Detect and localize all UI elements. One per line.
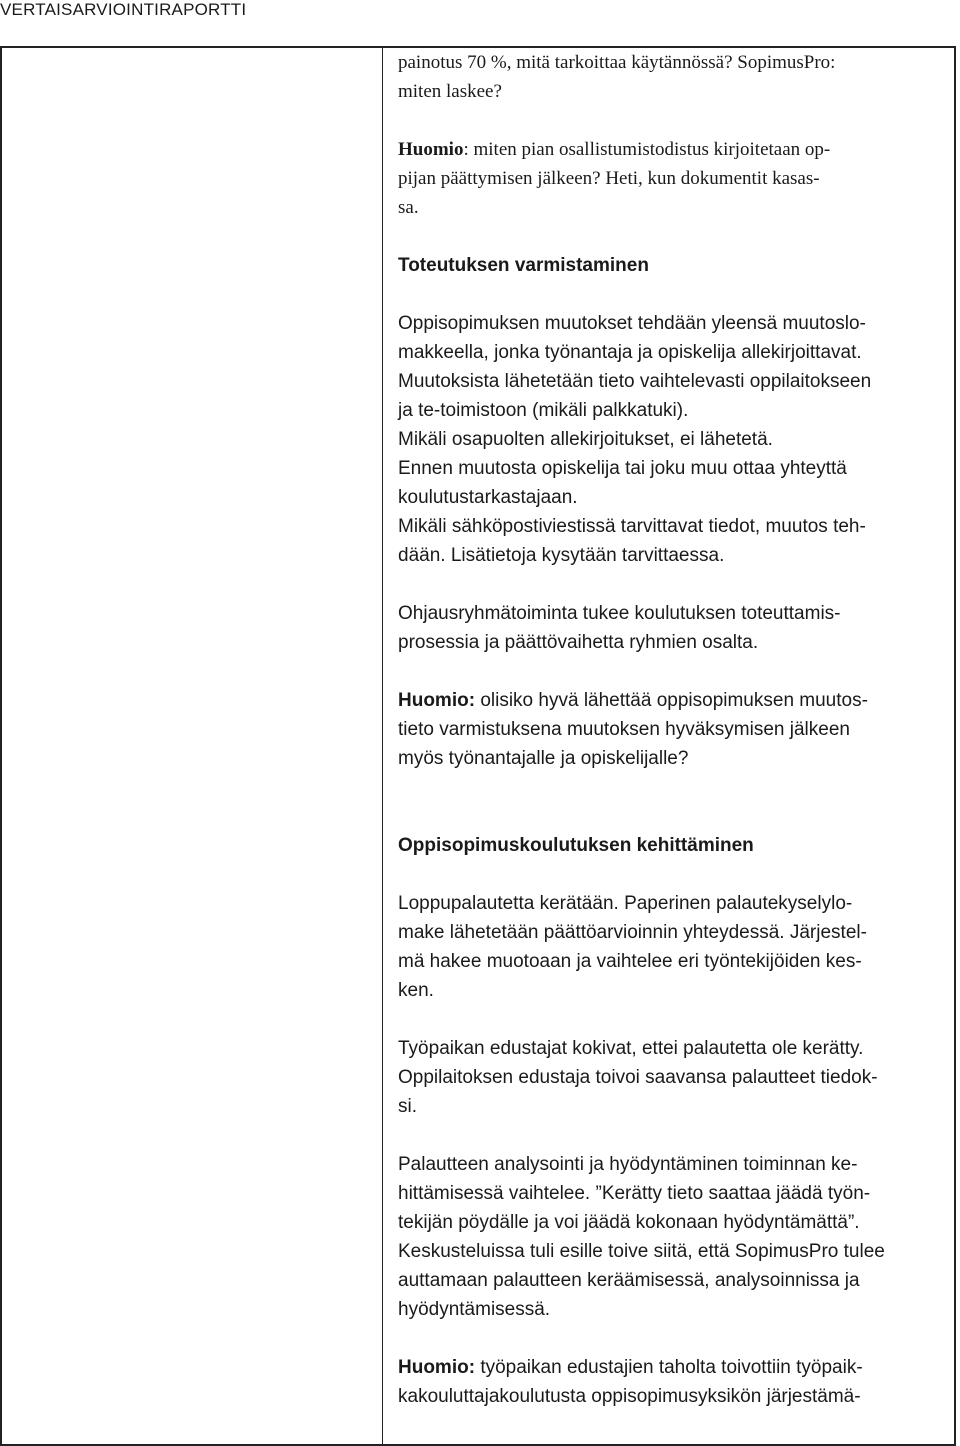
note-line-2: pijan päättymisen jälkeen? Heti, kun dokumentit kasas- (398, 168, 820, 189)
intro-line-2: miten laskee? (398, 81, 502, 102)
body-line: makkeella, jonka työnantaja ja opiskelija allekirjoittavat. (398, 342, 862, 363)
body-line: Keskusteluissa tuli esille toive siitä, että SopimusPro tulee (398, 1241, 885, 1262)
body-line: tieto varmistuksena muutoksen hyväksymisen jälkeen (398, 719, 850, 740)
body-line: tekijän pöydälle ja voi jäädä kokonaan hyödyntämättä”. (398, 1212, 860, 1233)
note-text: työpaikan edustajien taholta toivottiin työpaik- (475, 1357, 863, 1378)
body-line: Oppisopimuksen muutokset tehdään yleensä muutoslo- (398, 313, 866, 334)
body-line: Ennen muutosta opiskelija tai joku muu ottaa yhteyttä (398, 458, 847, 479)
body-line: ken. (398, 980, 434, 1001)
intro-line-1: painotus 70 %, mitä tarkoittaa käytännössä? SopimusPro: (398, 52, 836, 73)
body-line: Oppilaitoksen edustaja toivoi saavansa palautteet tiedok- (398, 1067, 878, 1088)
body-line: auttamaan palautteen keräämisessä, analysoinnissa ja (398, 1270, 860, 1291)
body-line: ja te-toimistoon (mikäli palkkatuki). (398, 400, 689, 421)
note-label: Huomio (398, 139, 464, 160)
note-label: Huomio: (398, 1357, 476, 1378)
body-line: prosessia ja päättövaihetta ryhmien osalta. (398, 632, 759, 653)
body-line: make lähetetään päättöarvioinnin yhteydessä. Järjestel- (398, 922, 867, 943)
body-line: Ohjausryhmätoiminta tukee koulutuksen toteuttamis- (398, 603, 841, 624)
note-paragraph-1 (398, 135, 953, 164)
body-line: Mikäli sähköpostiviestissä tarvittavat tiedot, muutos teh- (398, 516, 866, 537)
body-line: myös työnantajalle ja opiskelijalle? (398, 748, 689, 769)
note-line-3: sa. (398, 197, 419, 218)
body-line: Palautteen analysointi ja hyödyntäminen toiminnan ke- (398, 1154, 858, 1175)
body-line: Loppupalautetta kerätään. Paperinen palautekyselylo- (398, 893, 853, 914)
body-line: Muutoksista lähetetään tieto vaihtelevasti oppilaitokseen (398, 371, 872, 392)
right-column-content (398, 48, 953, 1411)
note-label: Huomio: (398, 690, 476, 711)
body-line: si. (398, 1096, 417, 1117)
body-line: hittämisessä vaihtelee. ”Kerätty tieto saattaa jäädä työn- (398, 1183, 871, 1204)
body-line: hyödyntämisessä. (398, 1299, 551, 1320)
note-paragraph-2 (398, 686, 953, 715)
note-text: olisiko hyvä lähettää oppisopimuksen muutos- (475, 690, 868, 711)
section-heading-implementation: Toteutuksen varmistaminen (398, 255, 649, 276)
body-line: Mikäli osapuolten allekirjoitukset, ei lähetetä. (398, 429, 773, 450)
body-line: koulutustarkastajaan. (398, 487, 578, 508)
section-heading-development: Oppisopimuskoulutuksen kehittäminen (398, 835, 754, 856)
body-line: mä hakee muotoaan ja vaihtelee eri työntekijöiden kes- (398, 951, 862, 972)
note-text: : miten pian osallistumistodistus kirjoitetaan op- (463, 139, 831, 160)
note-paragraph-3 (398, 1353, 953, 1382)
body-line: Työpaikan edustajat kokivat, ettei palautetta ole kerätty. (398, 1038, 864, 1059)
body-line: kakouluttajakoulutusta oppisopimusyksikön järjestämä- (398, 1386, 861, 1407)
body-line: dään. Lisätietoja kysytään tarvittaessa. (398, 545, 725, 566)
left-column-cell (2, 48, 383, 1444)
running-header: VERTAISARVIOINTIRAPORTTI (0, 0, 247, 19)
